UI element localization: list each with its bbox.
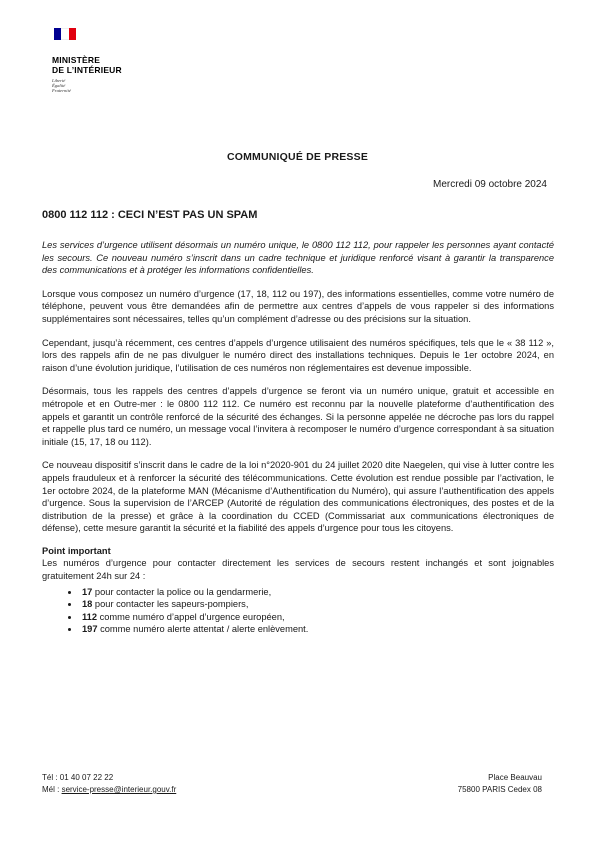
paragraph-1: Lorsque vous composez un numéro d’urgence (17, 18, 112 ou 197), des informations essentielles, comme votre numéro de téléphone, peuvent vous être demandées afin de permettre aux centres d’appels de vous rappeler si des informations supplémentaires sont nécessaires, telles qu’un complément d’adresse ou des précisions sur la situation. [42,288,554,324]
ministry-name: MINISTÈRE DE L’INTÉRIEUR [52,55,122,75]
footer-address: Place Beauvau 75800 PARIS Cedex 08 [457,773,542,794]
paragraph-3: Désormais, tous les rappels des centres d’appels d’urgence se feront via un numéro unique, gratuit et accessible en métropole et en Outre-mer : le 0800 112 112. Ce numéro est reconnu par la nouvelle plateforme d’authentification des appels et garantit un contrôle renforcé de la sécurité des échanges. Si la personne appelée ne décroche pas lors du rappel et rappelle plus tard ce numéro, un message vocal l’invitera à recomposer le numéro d’urgence correspondant à sa situation initiale (15, 17, 18 ou 112). [42,386,554,447]
important-title: Point important [42,545,111,556]
press-headline: 0800 112 112 : CECI N’EST PAS UN SPAM [42,209,258,221]
intro-paragraph: Les services d’urgence utilisent désormais un numéro unique, le 0800 112 112, pour rappeler les personnes ayant contacté les secours. Ce nouveau numéro s’inscrit dans un cadre technique et juridique renforcé visant à garantir la transparence des communications et à protéger les informations confidentielles. [42,240,554,276]
paragraph-2: Cependant, jusqu’à récemment, ces centres d’appels d’urgence utilisaient des numéros spécifiques, tels que le « 38 112 », lors des rappels afin de ne pas divulguer le numéro direct des installations techniques. Depuis le 1er octobre 2024, en raison d’une évolution juridique, l’utilisation de ces numéros non réglementaires est devenue impossible. [42,337,554,373]
press-body [42,239,554,636]
document-title: COMMUNIQUÉ DE PRESSE [226,151,369,163]
publication-date: Mercredi 09 octobre 2024 [433,179,547,190]
list-item: • 18 pour contacter les sapeurs-pompiers, [80,598,554,611]
important-text: Les numéros d’urgence pour contacter directement les services de secours restent inchangés et sont joignables gratuitement 24h sur 24 : [42,558,554,582]
press-email-link[interactable]: service-presse@interieur.gouv.fr [61,785,177,794]
list-item: • 17 pour contacter la police ou la gendarmerie, [80,586,554,599]
emergency-numbers-list [42,586,554,636]
ministry-logo [52,28,122,94]
footer-phone: Tél : 01 40 07 22 22 [42,773,114,782]
list-item: • 112 comme numéro d’appel d’urgence européen, [80,611,554,624]
list-item: • 197 comme numéro alerte attentat / alerte enlèvement. [80,623,554,636]
footer-contact [42,772,176,796]
marianne-flag-icon [54,28,76,40]
paragraph-4: Ce nouveau dispositif s’inscrit dans le cadre de la loi n°2020-901 du 24 juillet 2020 dite Naegelen, qui vise à lutter contre les appels frauduleux et à renforcer la sécurité des télécommunications. Cette évolution est rendue possible par l’activation, le 1er octobre 2024, de la plateforme MAN (Mécanisme d’Authentification du Numéro), qui assure l’authentification des appels d’urgence. Sous la supervision de l’ARCEP (Autorité de régulation des communications électroniques, des postes et de la distribution de la presse) et grâce à la coordination du CCED (Commissariat aux communications électroniques de défense), cette mesure garantit la sécurité et la fiabilité des appels d’urgence pour tous les citoyens. [42,460,554,534]
republic-motto: Liberté Égalité Fraternité [52,78,71,94]
footer-mail: Mél : service-presse@interieur.gouv.fr [42,785,177,794]
